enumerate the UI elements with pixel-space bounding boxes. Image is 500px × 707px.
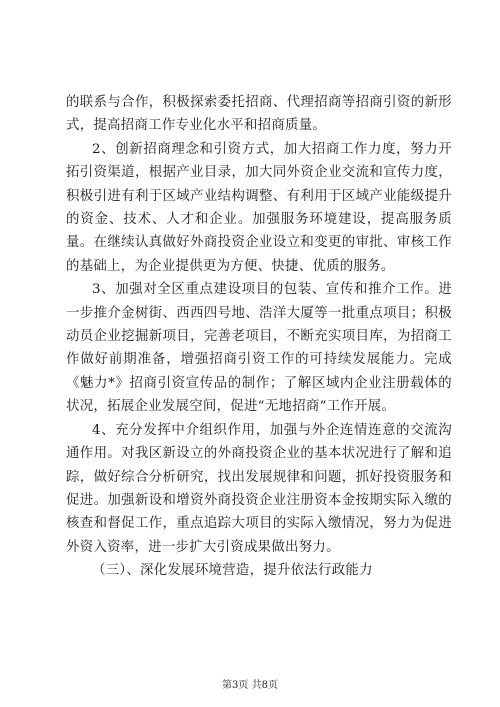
section-heading: （三）、深化发展环境营造，提升依法行政能力 bbox=[92, 563, 373, 579]
document-body bbox=[66, 91, 452, 583]
paragraph-item-2: 2、创新招商理念和引资方式，加大招商工作力度，努力开拓引资渠道，根据产业目录，加大同外资企业交流和宣传力度，积极引进有利于区域产业结构调整、有利用于区域产业能级提升的资金、技术、人才和企业。加强服务环境建设，提高服务质量。在继续认真做好外商投资企业设立和变更的审批、审核工作的基础上，为企业提供更为方便、快捷、优质的服务。 bbox=[66, 141, 452, 274]
page-footer: 第3页 共8页 bbox=[222, 680, 278, 691]
paragraph-item-4: 4、充分发挥中介组织作用，加强与外企连情连意的交流沟通作用。对我区新设立的外商投资企业的基本状况进行了解和追踪，做好综合分析研究，找出发展规律和问题，抓好投资服务和促进。加强新设和增资外商投资企业注册资本金按期实际入缴的核查和督促工作，重点追踪大项目的实际入缴情况，努力为促进外资入资率，进一步扩大引资成果做出努力。 bbox=[66, 422, 452, 555]
paragraph-item-3: 3、加强对全区重点建设项目的包装、宣传和推介工作。进一步推介金树街、西西四号地、浩洋大厦等一批重点项目；积极动员企业挖掘新项目，完善老项目，不断充实项目库，为招商工作做好前期准备，增强招商引资工作的可持续发展能力。完成《魅力*》招商引资宣传品的制作；了解区域内企业注册载体的状况，拓展企业发展空间，促进“无地招商”工作开展。 bbox=[66, 282, 452, 415]
paragraph-continuation: 的联系与合作，积极探索委托招商、代理招商等招商引资的新形式，提高招商工作专业化水平和招商质量。 bbox=[66, 95, 452, 134]
